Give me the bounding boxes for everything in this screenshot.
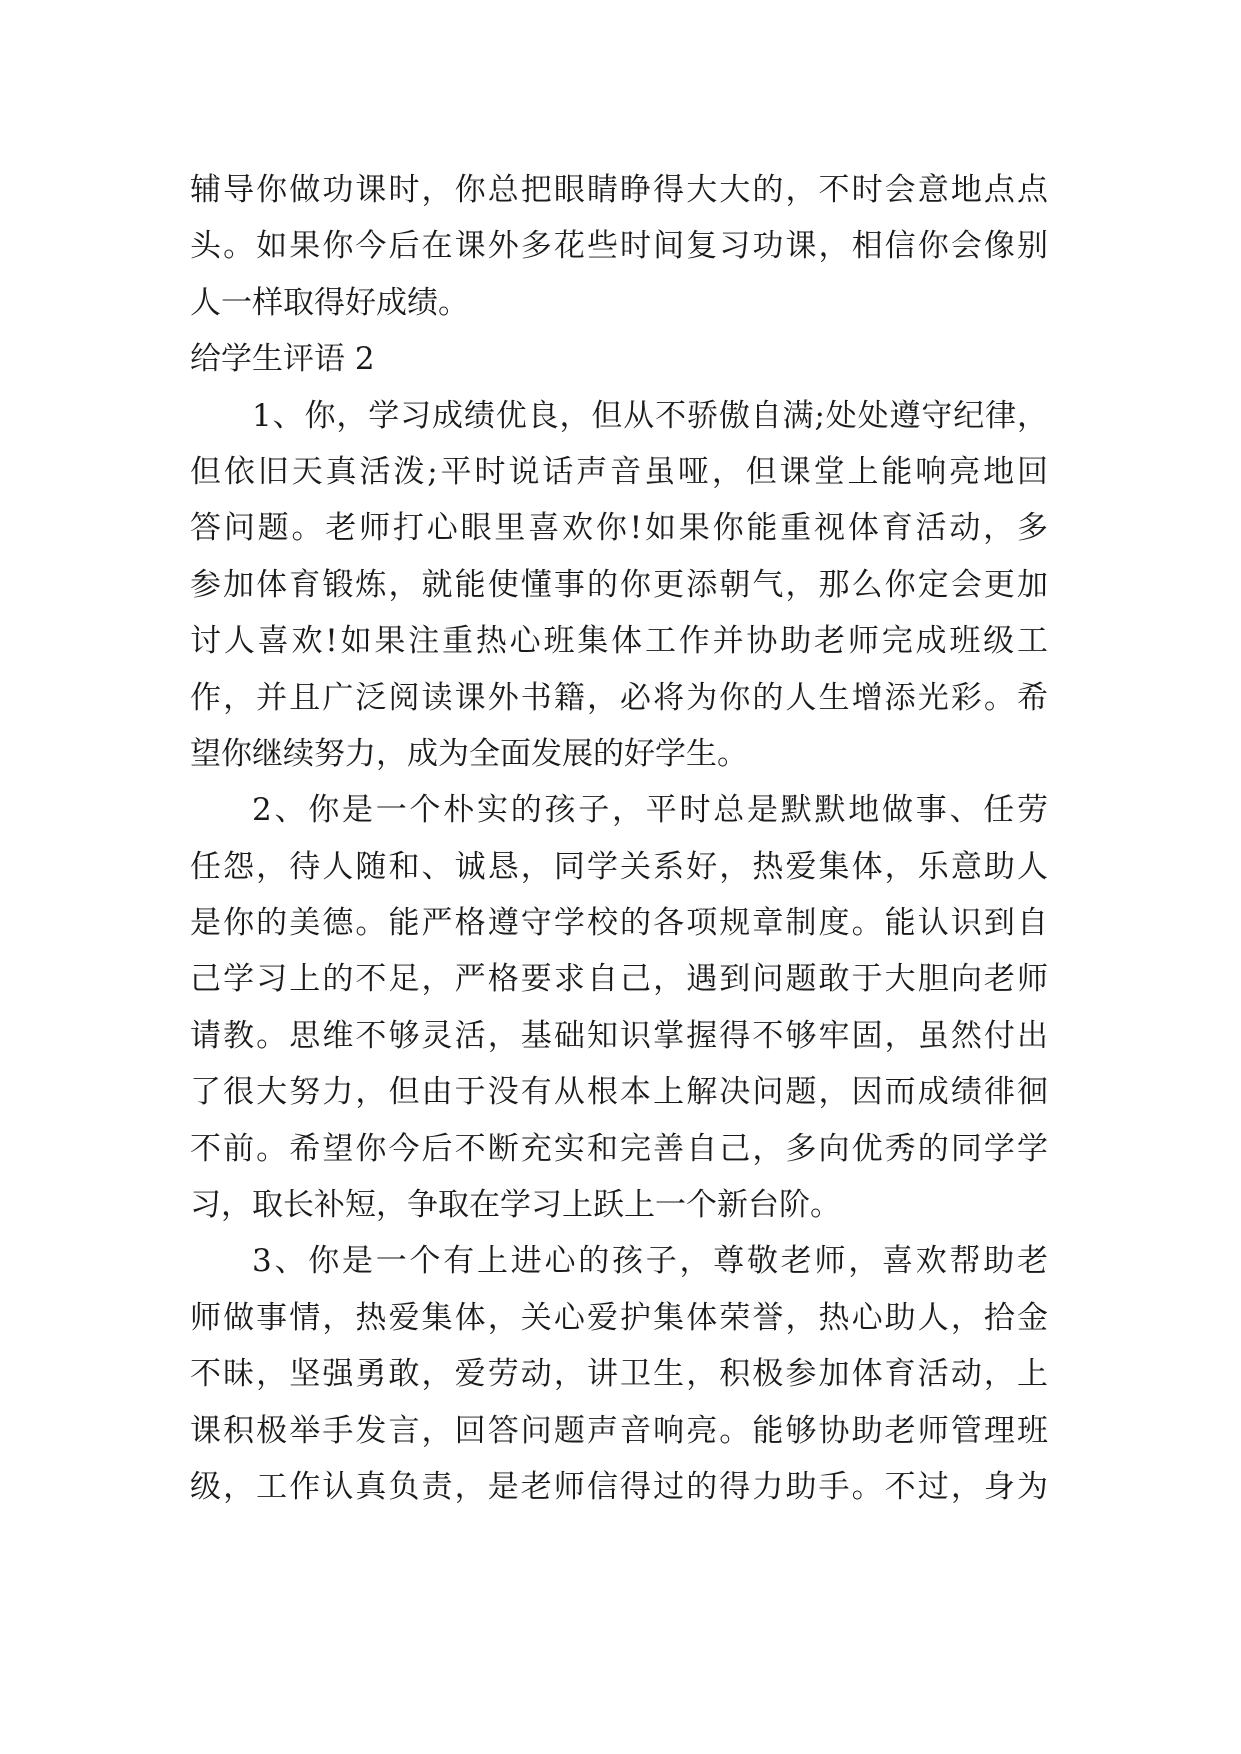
text-line: 是你的美德。能严格遵守学校的各项规章制度。能认识到自 bbox=[190, 905, 1048, 942]
section-heading: 给学生评语 2 bbox=[190, 341, 375, 378]
text-line: 作，并且广泛阅读课外书籍，必将为你的人生增添光彩。希 bbox=[190, 679, 1048, 716]
text-line: 头。如果你今后在课外多花些时间复习功课，相信你会像别 bbox=[190, 228, 1048, 265]
text-line: 人一样取得好成绩。 bbox=[190, 284, 469, 321]
text-line: 了很大努力，但由于没有从根本上解决问题，因而成绩徘徊 bbox=[190, 1074, 1048, 1111]
text-line: 请教。思维不够灵活，基础知识掌握得不够牢固，虽然付出 bbox=[190, 1017, 1048, 1054]
text-line: 课积极举手发言，回答问题声音响亮。能够协助老师管理班 bbox=[190, 1412, 1048, 1449]
text-line: 2、你是一个朴实的孩子，平时总是默默地做事、任劳 bbox=[252, 792, 1048, 829]
comment-paragraph-3 bbox=[190, 1233, 1048, 1515]
text-line: 3、你是一个有上进心的孩子，尊敬老师，喜欢帮助老 bbox=[252, 1243, 1048, 1280]
document-page bbox=[190, 162, 1048, 1515]
text-line: 级，工作认真负责，是老师信得过的得力助手。不过，身为 bbox=[190, 1468, 1048, 1505]
comment-paragraph-1 bbox=[190, 388, 1048, 783]
text-line: 讨人喜欢!如果注重热心班集体工作并协助老师完成班级工 bbox=[190, 623, 1048, 660]
comment-paragraph-2 bbox=[190, 782, 1048, 1233]
text-line: 但依旧天真活泼;平时说话声音虽哑，但课堂上能响亮地回 bbox=[190, 453, 1048, 490]
text-line: 望你继续努力，成为全面发展的好学生。 bbox=[190, 735, 748, 772]
text-line: 参加体育锻炼，就能使懂事的你更添朝气，那么你定会更加 bbox=[190, 566, 1048, 603]
text-line: 1、你，学习成绩优良，但从不骄傲自满;处处遵守纪律， bbox=[252, 397, 1048, 434]
text-line: 己学习上的不足，严格要求自己，遇到问题敢于大胆向老师 bbox=[190, 961, 1048, 998]
text-line: 不前。希望你今后不断充实和完善自己，多向优秀的同学学 bbox=[190, 1130, 1048, 1167]
text-line: 习，取长补短，争取在学习上跃上一个新台阶。 bbox=[190, 1187, 841, 1224]
text-line: 不昧，坚强勇敢，爱劳动，讲卫生，积极参加体育活动，上 bbox=[190, 1356, 1048, 1393]
text-line: 任怨，待人随和、诚恳，同学关系好，热爱集体，乐意助人 bbox=[190, 848, 1048, 885]
text-line: 辅导你做功课时，你总把眼睛睁得大大的，不时会意地点点 bbox=[190, 172, 1048, 208]
intro-paragraph bbox=[190, 162, 1048, 331]
text-line: 答问题。老师打心眼里喜欢你!如果你能重视体育活动，多 bbox=[190, 510, 1048, 547]
text-line: 师做事情，热爱集体，关心爱护集体荣誉，热心助人，拾金 bbox=[190, 1299, 1048, 1336]
